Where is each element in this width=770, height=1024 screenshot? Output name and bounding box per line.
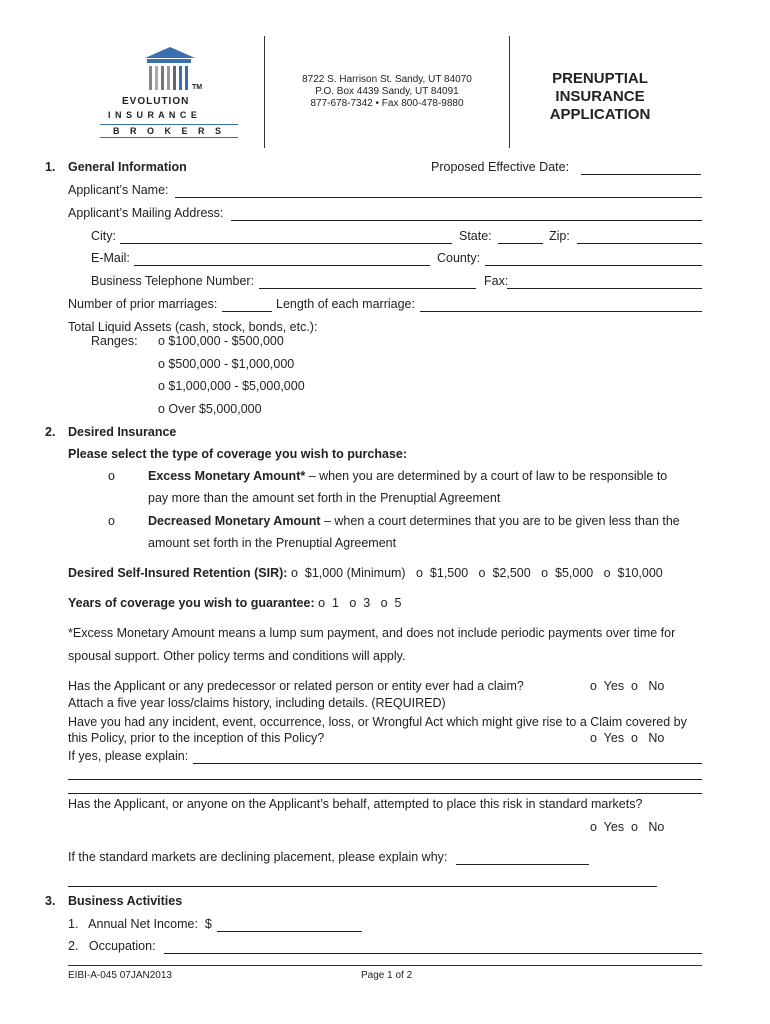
excess-option [148,469,667,483]
address-line-3: 877-678-7342 • Fax 800-478-9880 [310,98,464,109]
range-option-2[interactable]: o $500,000 - $1,000,000 [158,357,295,371]
claim-attach-note: Attach a five year loss/claims history, including details. (REQUIRED) [68,696,446,710]
effective-date-field[interactable] [581,174,701,175]
range-option-1[interactable]: o $100,000 - $500,000 [158,334,284,348]
explain-label: If yes, please explain: [68,749,189,763]
email-label: E-Mail: [91,251,130,265]
title-line-3: APPLICATION [549,106,651,123]
form-id: EIBI-A-045 07JAN2013 [68,970,172,981]
section-2-number: 2. [45,425,56,439]
decreased-option [148,514,680,528]
county-label: County: [437,251,481,265]
building-logo-icon [100,44,240,104]
length-marriage-field[interactable] [420,311,702,312]
city-label: City: [91,229,116,243]
header-divider-left [264,36,265,148]
declining-label: If the standard markets are declining placement, please explain why: [68,850,448,864]
effective-date-label: Proposed Effective Date: [431,160,570,174]
address-line-1: 8722 S. Harrison St. Sandy, UT 84070 [302,74,472,85]
decreased-checkbox[interactable]: o [108,514,115,528]
declining-field-2[interactable] [68,886,657,887]
sir-label: Desired Self-Insured Retention (SIR): [68,566,288,580]
section-1-number: 1. [45,160,56,174]
footer-divider [68,965,702,966]
section-3-number: 3. [45,894,56,908]
page-number: Page 1 of 2 [361,970,413,981]
title-line-2: INSURANCE [555,88,645,105]
logo-brokers: B R O K E R S [100,124,238,138]
section-2-heading: Desired Insurance [68,425,177,439]
years-label: Years of coverage you wish to guarantee: [68,596,315,610]
declining-field-1[interactable] [456,864,589,865]
incident-question-2: this Policy, prior to the inception of this Policy? [68,731,325,745]
zip-field[interactable] [577,243,702,244]
ranges-label: Ranges: [91,334,138,348]
section-1-heading: General Information [68,160,187,174]
title-line-1: PRENUPTIAL [552,70,648,87]
applicant-name-label: Applicant’s Name: [68,183,169,197]
logo-evolution: EVOLUTION [122,96,190,107]
claim-question: Has the Applicant or any predecessor or related person or entity ever had a claim? [68,679,524,693]
note-line-1: *Excess Monetary Amount means a lump sum payment, and does not include periodic payments over time for [68,626,676,640]
excess-option-desc-2: pay more than the amount set forth in the Prenuptial Agreement [148,491,501,505]
sir-options[interactable]: o $1,000 (Minimum) o $1,500 o $2,500 o $5,000 o $10,000 [290,566,663,580]
explain-field-1[interactable] [193,763,702,764]
note-line-2: spousal support. Other policy terms and conditions will apply. [68,649,406,663]
sir-row [68,566,663,580]
company-logo [100,44,240,144]
incident-yes-no[interactable]: o Yes o No [590,731,665,745]
business-phone-field[interactable] [259,288,476,289]
county-field[interactable] [485,265,702,266]
zip-label: Zip: [549,229,570,243]
business-phone-label: Business Telephone Number: [91,274,255,288]
explain-field-3[interactable] [68,793,702,794]
claim-yes-no[interactable]: o Yes o No [590,679,665,693]
occupation-field[interactable] [164,953,702,954]
range-option-4[interactable]: o Over $5,000,000 [158,402,262,416]
prior-marriages-field[interactable] [222,311,272,312]
prior-marriages-label: Number of prior marriages: [68,297,218,311]
excess-checkbox[interactable]: o [108,469,115,483]
state-label: State: [459,229,492,243]
address-line-2: P.O. Box 4439 Sandy, UT 84091 [315,86,459,97]
standard-markets-question: Has the Applicant, or anyone on the Applicant’s behalf, attempted to place this risk in standard markets? [68,797,643,811]
coverage-prompt: Please select the type of coverage you wish to purchase: [68,447,408,461]
range-option-3[interactable]: o $1,000,000 - $5,000,000 [158,379,305,393]
logo-insurance: I N S U R A N C E [108,110,198,120]
decreased-option-title: Decreased Monetary Amount [148,514,321,528]
incident-question-1: Have you had any incident, event, occurrence, loss, or Wrongful Act which might give rise to a Claim covered by [68,715,687,729]
length-marriage-label: Length of each marriage: [276,297,415,311]
occupation-label: 2. Occupation: [68,939,156,953]
applicant-name-field[interactable] [175,197,702,198]
excess-option-title: Excess Monetary Amount* [148,469,306,483]
mailing-address-label: Applicant’s Mailing Address: [68,206,224,220]
liquid-assets-label: Total Liquid Assets (cash, stock, bonds, etc.): [68,320,318,334]
state-field[interactable] [498,243,543,244]
years-options[interactable]: o 1 o 3 o 5 [318,596,402,610]
decreased-option-desc-2: amount set forth in the Prenuptial Agreement [148,536,397,550]
annual-income-field[interactable] [217,931,362,932]
city-field[interactable] [120,243,452,244]
email-field[interactable] [134,265,430,266]
company-address [274,74,500,110]
fax-field[interactable] [507,288,702,289]
mailing-address-field[interactable] [231,220,702,221]
section-3-heading: Business Activities [68,894,183,908]
standard-markets-yes-no[interactable]: o Yes o No [590,820,665,834]
excess-option-desc: – when you are determined by a court of law to be responsible to [305,469,668,483]
trademark-mark: TM [192,84,203,91]
header-divider-right [509,36,510,148]
years-row [68,596,401,610]
decreased-option-desc: – when a court determines that you are to be given less than the [320,514,680,528]
annual-income-label: 1. Annual Net Income: $ [68,917,212,931]
form-title [520,70,680,124]
explain-field-2[interactable] [68,779,702,780]
fax-label: Fax: [484,274,509,288]
